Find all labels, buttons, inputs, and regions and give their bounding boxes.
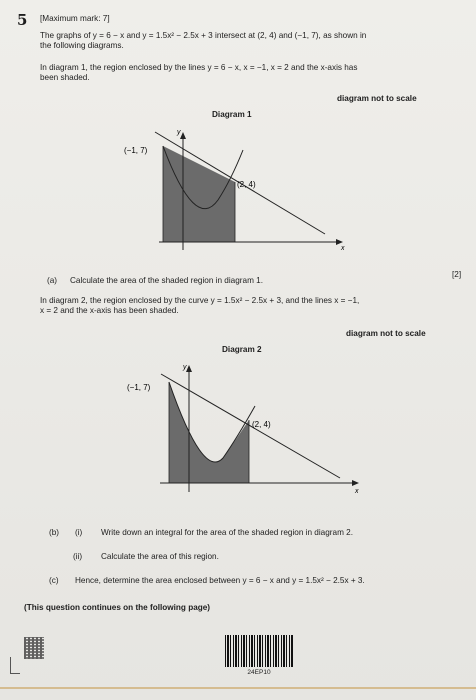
diagram1-point-b: (2, 4)	[237, 180, 256, 189]
part-b-i-text: Write down an integral for the area of the shaded region in diagram 2.	[101, 528, 353, 537]
diagram2-point-a: (−1, 7)	[127, 383, 151, 392]
qr-code-icon	[24, 637, 44, 659]
intro-line-2: the following diagrams.	[40, 41, 124, 50]
diagram2-shaded-region	[169, 382, 249, 483]
diagram2-point-b: (2, 4)	[252, 420, 271, 429]
diagram2-y-arrow-icon	[186, 365, 192, 372]
part-a-label: (a)	[47, 276, 58, 285]
diagram1-description-line-1: In diagram 1, the region enclosed by the lines y = 6 − x, x = −1, x = 2 and the x-axis has	[40, 63, 358, 72]
diagram2-description-line-2: x = 2 and the x-axis has been shaded.	[40, 306, 179, 315]
diagram2-description-line-1: In diagram 2, the region enclosed by the curve y = 1.5x² − 2.5x + 3, and the lines x = −1,	[40, 296, 360, 305]
diagram2-y-label: y	[183, 364, 187, 371]
max-mark: [Maximum mark: 7]	[40, 14, 110, 23]
diagram2	[115, 360, 365, 500]
diagram2-x-arrow-icon	[352, 480, 359, 486]
diagram1-y-label: y	[177, 129, 181, 136]
diagram1-description-line-2: been shaded.	[40, 73, 90, 82]
intro-line-1: The graphs of y = 6 − x and y = 1.5x² − 2.5x + 3 intersect at (2, 4) and (−1, 7), as shown in	[40, 31, 367, 40]
diagram1-shaded-region	[163, 146, 235, 242]
part-b-i-label: (i)	[75, 528, 83, 537]
diagram1-y-arrow-icon	[180, 132, 186, 139]
part-a-text: Calculate the area of the shaded region in diagram 1.	[70, 276, 263, 285]
not-to-scale-note-1: diagram not to scale	[337, 94, 417, 103]
part-c-label: (c)	[49, 576, 59, 585]
diagram1-point-a: (−1, 7)	[124, 146, 148, 155]
page-bottom-edge	[0, 687, 476, 689]
part-b-label: (b)	[49, 528, 60, 537]
question-number: 5	[17, 11, 28, 29]
part-b-ii-label: (ii)	[73, 552, 83, 561]
page-corner-mark	[10, 657, 20, 674]
diagram2-title: Diagram 2	[222, 345, 262, 354]
part-b-ii-text: Calculate the area of this region.	[101, 552, 219, 561]
part-c-text: Hence, determine the area enclosed between y = 6 − x and y = 1.5x² − 2.5x + 3.	[75, 576, 365, 585]
not-to-scale-note-2: diagram not to scale	[346, 329, 426, 338]
diagram1-x-label: x	[341, 245, 345, 252]
continues-note: (This question continues on the following page)	[24, 603, 211, 612]
diagram1-title: Diagram 1	[212, 110, 252, 119]
part-a-marks: [2]	[452, 270, 462, 279]
barcode-icon	[225, 635, 293, 667]
diagram1	[115, 122, 355, 252]
barcode-text: 24EP10	[247, 669, 271, 676]
diagram2-x-label: x	[355, 488, 359, 495]
